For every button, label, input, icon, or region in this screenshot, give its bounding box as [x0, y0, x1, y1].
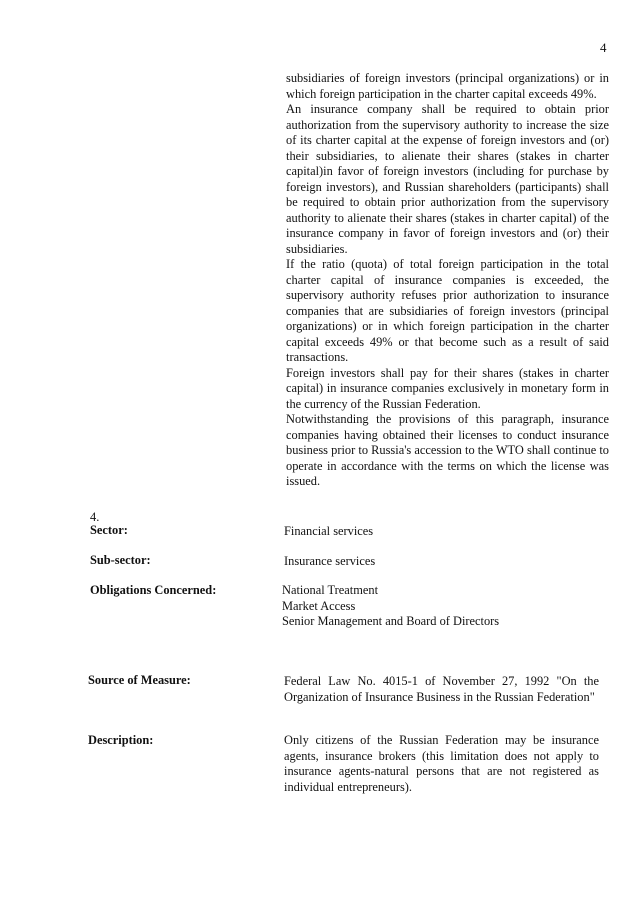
page-number: 4 [600, 40, 607, 55]
sector-value: Financial services [284, 524, 374, 538]
continued-paragraph: If the ratio (quota) of total foreign participation in the total charter capital of insurance companies is exceeded, the supervisory authority refuses prior authorization to insurance companies that are subsidiaries of foreign investors (principal organizations) or in which foreign participation in the charter capital exceeds 49% or that become such as a result of said transactions. [286, 257, 609, 364]
obligation-item: National Treatment [282, 583, 379, 597]
subsector-label: Sub-sector: [90, 553, 151, 567]
sector-label: Sector: [90, 523, 128, 537]
continued-paragraph: Notwithstanding the provisions of this paragraph, insurance companies having obtained their licenses to conduct insurance business prior to Russia's accession to the WTO shall continue to operate in accordance with the terms on which the license was issued. [286, 412, 609, 488]
obligation-item: Senior Management and Board of Directors [282, 614, 500, 628]
source-label: Source of Measure: [88, 673, 191, 687]
continued-description [286, 71, 609, 490]
subsector-value: Insurance services [284, 554, 376, 568]
description-value: Only citizens of the Russian Federation may be insurance agents, insurance brokers (this limitation does not apply to insurance agents-natural persons that are not registered as individual entrepreneurs). [284, 733, 599, 794]
continued-paragraph: Foreign investors shall pay for their shares (stakes in charter capital) in insurance companies exclusively in monetary form in the currency of the Russian Federation. [286, 365, 609, 411]
obligations-values [282, 583, 597, 630]
source-value: Federal Law No. 4015-1 of November 27, 1992 "On the Organization of Insurance Business in the Russian Federation" [284, 674, 599, 704]
obligations-label: Obligations Concerned: [90, 583, 217, 597]
obligation-item: Market Access [282, 598, 356, 613]
description-label: Description: [88, 733, 154, 747]
entry-number: 4. [90, 510, 100, 524]
continued-paragraph: subsidiaries of foreign investors (principal organizations) or in which foreign participation in the charter capital exceeds 49%. [286, 71, 609, 101]
continued-paragraph: An insurance company shall be required to obtain prior authorization from the supervisory authority to increase the size of its charter capital at the expense of foreign investors and (or) their subsidiaries, to alienate their shares (stakes in charter capital)in favor of foreign investors (including for purchase by foreign investors), and Russian shareholders (participants) shall be required to obtain prior authorization from the supervisory authority to alienate their shares (stakes in charter capital) of the insurance company in favor of foreign investors and (or) their subsidiaries. [286, 102, 609, 256]
